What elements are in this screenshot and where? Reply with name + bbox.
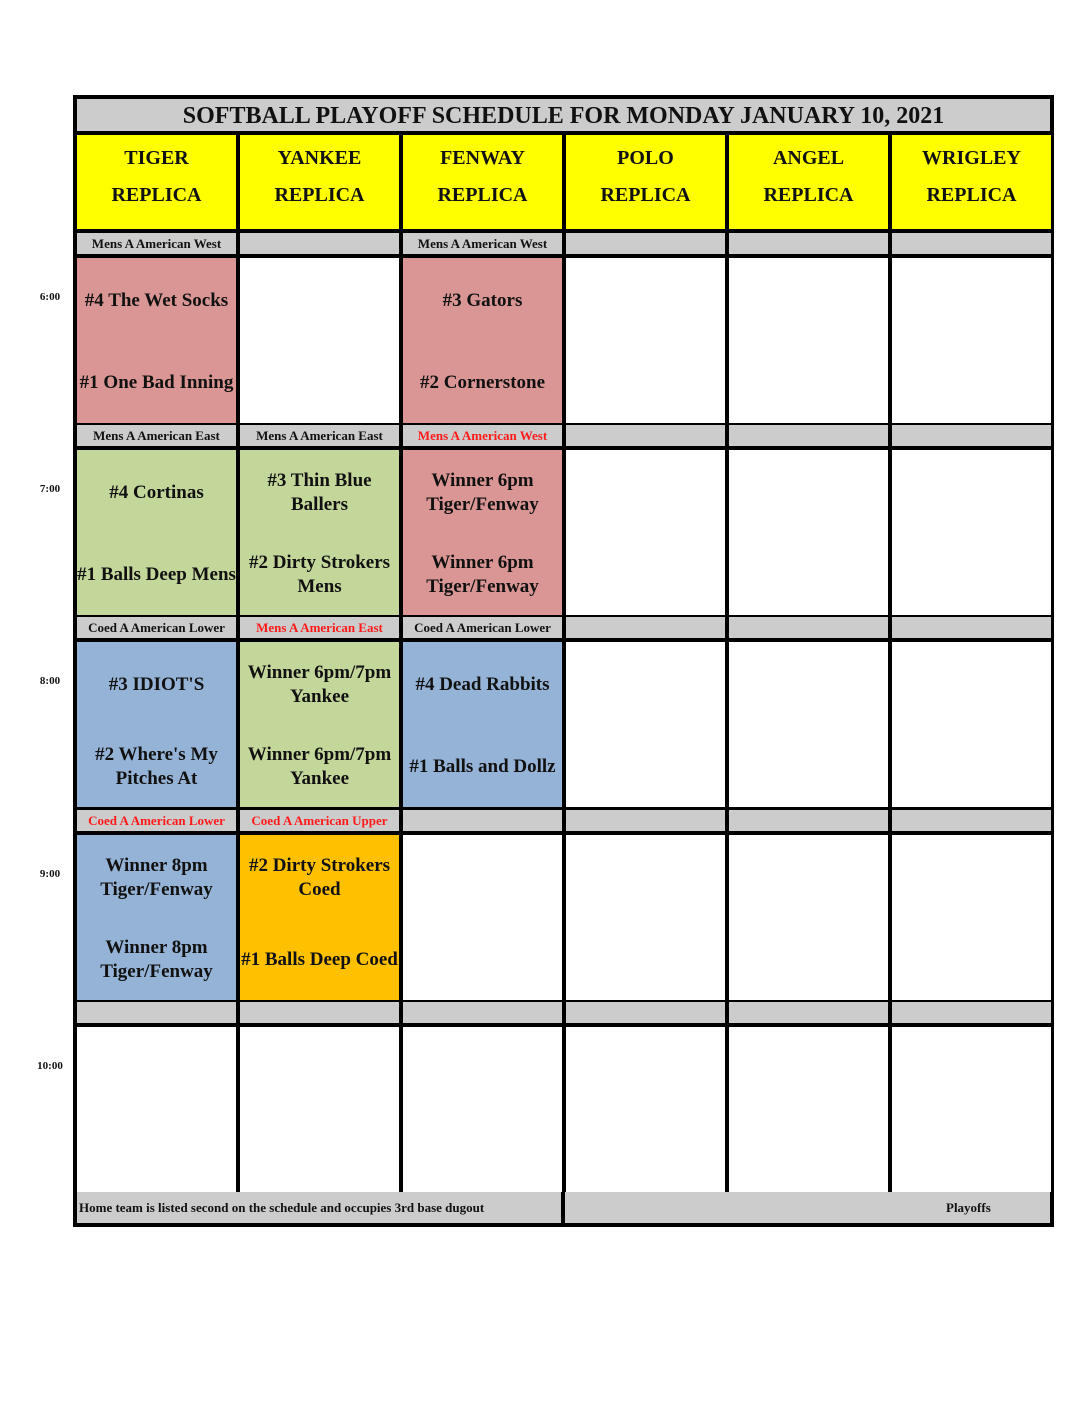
home-team bbox=[240, 358, 399, 408]
field-sub: REPLICA bbox=[763, 184, 854, 206]
home-team bbox=[892, 742, 1051, 792]
home-team: #2 Dirty Strokers Mens bbox=[248, 552, 391, 597]
field-header-fenway bbox=[403, 135, 562, 229]
game-cell bbox=[729, 642, 888, 807]
field-name: ANGEL bbox=[772, 147, 845, 169]
away-team: #3 Thin Blue Ballers bbox=[267, 470, 372, 515]
division-label: Mens A American East bbox=[240, 425, 399, 446]
home-team bbox=[403, 935, 562, 985]
game-cell bbox=[729, 835, 888, 1000]
division-label bbox=[892, 810, 1051, 831]
away-team bbox=[729, 468, 888, 518]
home-team bbox=[566, 550, 725, 600]
field-header-tiger bbox=[77, 135, 236, 229]
game-cell bbox=[892, 835, 1051, 1000]
away-team bbox=[240, 276, 399, 326]
division-label bbox=[566, 425, 725, 446]
division-label: Mens A American East bbox=[77, 425, 236, 446]
field-header-yankee bbox=[240, 135, 399, 229]
away-team bbox=[729, 660, 888, 710]
game-cell bbox=[77, 1027, 236, 1192]
away-team bbox=[729, 853, 888, 903]
division-label: Coed A American Lower bbox=[77, 810, 236, 831]
away-team bbox=[892, 660, 1051, 710]
footer-tag-area bbox=[565, 1192, 1050, 1223]
away-team bbox=[403, 853, 562, 903]
home-team bbox=[566, 742, 725, 792]
field-sub: REPLICA bbox=[926, 184, 1017, 206]
away-team: #4 The Wet Socks bbox=[84, 290, 229, 311]
division-label bbox=[77, 1002, 236, 1023]
home-team: #2 Cornerstone bbox=[419, 372, 546, 393]
division-label bbox=[729, 617, 888, 638]
game-cell bbox=[240, 1027, 399, 1192]
game-cell bbox=[892, 258, 1051, 423]
division-label: Mens A American West bbox=[403, 425, 562, 446]
home-team bbox=[892, 358, 1051, 408]
away-team bbox=[892, 276, 1051, 326]
home-team: #1 Balls Deep Mens bbox=[77, 564, 236, 585]
field-header-wrigley bbox=[892, 135, 1051, 229]
field-name: YANKEE bbox=[277, 147, 362, 169]
game-cell bbox=[403, 1027, 562, 1192]
field-name: POLO bbox=[617, 147, 674, 169]
division-label bbox=[892, 233, 1051, 254]
division-label: Coed A American Lower bbox=[77, 617, 236, 638]
away-team bbox=[403, 1045, 562, 1095]
field-name: FENWAY bbox=[440, 147, 525, 169]
time-label: 6:00 bbox=[39, 291, 61, 303]
home-team bbox=[566, 358, 725, 408]
division-label: Coed A American Upper bbox=[240, 810, 399, 831]
home-team: Winner 6pm Tiger/Fenway bbox=[426, 552, 539, 597]
away-team bbox=[77, 1045, 236, 1095]
division-label bbox=[403, 810, 562, 831]
game-cell bbox=[403, 835, 562, 1000]
game-cell bbox=[403, 450, 562, 615]
home-team bbox=[240, 1127, 399, 1177]
division-label bbox=[892, 617, 1051, 638]
field-name: WRIGLEY bbox=[922, 147, 1021, 169]
away-team: Winner 6pm Tiger/Fenway bbox=[426, 470, 539, 515]
division-label bbox=[566, 233, 725, 254]
home-team bbox=[892, 935, 1051, 985]
division-label bbox=[403, 1002, 562, 1023]
game-cell bbox=[77, 450, 236, 615]
game-cell bbox=[892, 450, 1051, 615]
footer-tag: Playoffs bbox=[946, 1200, 991, 1215]
away-team: #2 Dirty Strokers Coed bbox=[248, 855, 391, 900]
game-cell bbox=[729, 450, 888, 615]
page-title: SOFTBALL PLAYOFF SCHEDULE FOR MONDAY JANUARY 10, 2021 bbox=[77, 99, 1050, 131]
away-team bbox=[566, 1045, 725, 1095]
game-cell bbox=[403, 258, 562, 423]
home-team bbox=[77, 1127, 236, 1177]
game-cell bbox=[892, 1027, 1051, 1192]
division-label bbox=[892, 425, 1051, 446]
game-cell bbox=[892, 642, 1051, 807]
game-cell bbox=[566, 835, 725, 1000]
game-cell bbox=[403, 642, 562, 807]
game-cell bbox=[77, 642, 236, 807]
home-team: Winner 6pm/7pm Yankee bbox=[247, 744, 392, 789]
division-label bbox=[729, 233, 888, 254]
division-label: Mens A American West bbox=[77, 233, 236, 254]
field-header-angel bbox=[729, 135, 888, 229]
game-cell bbox=[729, 1027, 888, 1192]
division-label bbox=[566, 617, 725, 638]
time-label: 10:00 bbox=[37, 1060, 63, 1072]
home-team: #1 Balls and Dollz bbox=[409, 756, 556, 777]
field-sub: REPLICA bbox=[274, 184, 365, 206]
home-team: #1 Balls Deep Coed bbox=[241, 949, 398, 970]
game-cell bbox=[566, 642, 725, 807]
home-team bbox=[729, 742, 888, 792]
away-team: Winner 6pm/7pm Yankee bbox=[247, 662, 392, 707]
home-team: #2 Where's My Pitches At bbox=[95, 744, 218, 789]
home-team: Winner 8pm Tiger/Fenway bbox=[100, 937, 213, 982]
home-team bbox=[403, 1127, 562, 1177]
division-label bbox=[729, 810, 888, 831]
home-team bbox=[729, 358, 888, 408]
field-sub: REPLICA bbox=[600, 184, 691, 206]
game-cell bbox=[240, 835, 399, 1000]
field-sub: REPLICA bbox=[437, 184, 528, 206]
division-label bbox=[566, 810, 725, 831]
home-team bbox=[729, 1127, 888, 1177]
division-label: Coed A American Lower bbox=[403, 617, 562, 638]
away-team bbox=[566, 660, 725, 710]
schedule-sheet bbox=[73, 95, 1054, 1227]
away-team bbox=[892, 468, 1051, 518]
away-team bbox=[566, 276, 725, 326]
game-cell bbox=[566, 1027, 725, 1192]
division-label bbox=[566, 1002, 725, 1023]
home-team bbox=[729, 935, 888, 985]
field-header-polo bbox=[566, 135, 725, 229]
away-team: #3 Gators bbox=[442, 290, 523, 311]
away-team bbox=[729, 1045, 888, 1095]
home-team bbox=[729, 550, 888, 600]
division-label bbox=[729, 1002, 888, 1023]
away-team: #4 Cortinas bbox=[109, 482, 204, 503]
home-team bbox=[892, 550, 1051, 600]
home-team bbox=[566, 1127, 725, 1177]
time-label: 8:00 bbox=[39, 675, 61, 687]
game-cell bbox=[566, 450, 725, 615]
division-label: Mens A American West bbox=[403, 233, 562, 254]
home-team: #1 One Bad Inning bbox=[79, 372, 234, 393]
time-label: 9:00 bbox=[39, 868, 61, 880]
game-cell bbox=[729, 258, 888, 423]
away-team bbox=[729, 276, 888, 326]
game-cell bbox=[240, 258, 399, 423]
division-label bbox=[240, 233, 399, 254]
division-label bbox=[892, 1002, 1051, 1023]
division-label bbox=[729, 425, 888, 446]
game-cell bbox=[77, 835, 236, 1000]
away-team bbox=[892, 1045, 1051, 1095]
away-team: Winner 8pm Tiger/Fenway bbox=[100, 855, 213, 900]
division-label: Mens A American East bbox=[240, 617, 399, 638]
game-cell bbox=[240, 450, 399, 615]
field-name: TIGER bbox=[124, 147, 189, 169]
away-team bbox=[566, 853, 725, 903]
time-label: 7:00 bbox=[39, 483, 61, 495]
away-team: #3 IDIOT'S bbox=[108, 674, 205, 695]
home-team bbox=[892, 1127, 1051, 1177]
away-team bbox=[566, 468, 725, 518]
game-cell bbox=[240, 642, 399, 807]
home-team bbox=[566, 935, 725, 985]
away-team bbox=[892, 853, 1051, 903]
game-cell bbox=[566, 258, 725, 423]
division-label bbox=[240, 1002, 399, 1023]
footer-note: Home team is listed second on the schedule and occupies 3rd base dugout bbox=[77, 1192, 561, 1223]
game-cell bbox=[77, 258, 236, 423]
away-team: #4 Dead Rabbits bbox=[415, 674, 550, 695]
field-sub: REPLICA bbox=[111, 184, 202, 206]
away-team bbox=[240, 1045, 399, 1095]
